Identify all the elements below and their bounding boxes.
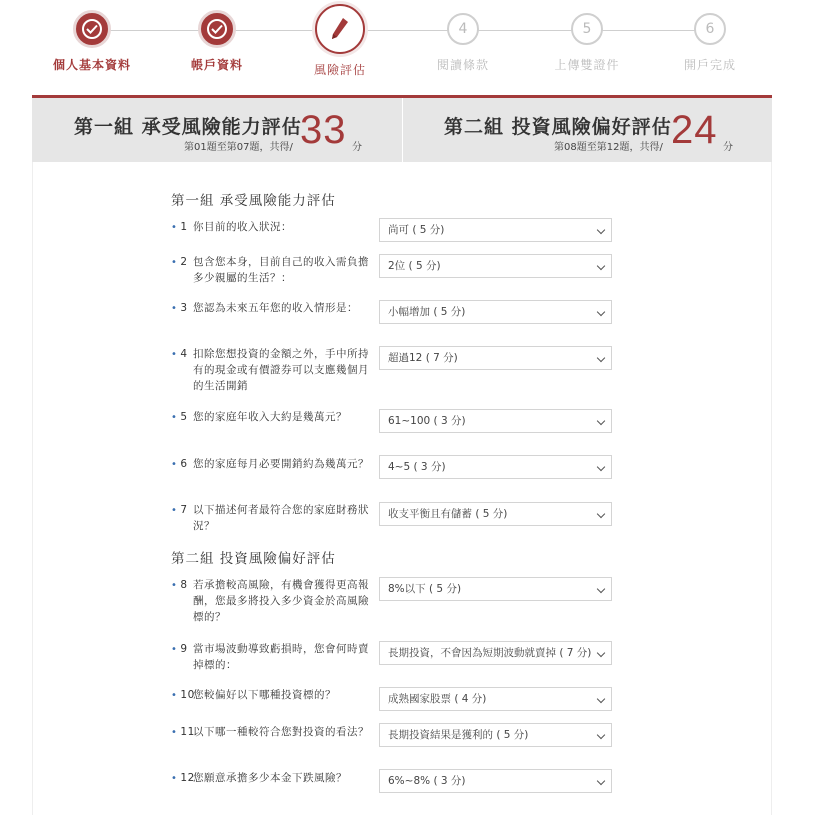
- chevron-down-icon: [597, 463, 605, 471]
- chevron-down-icon: [597, 695, 605, 703]
- step-read-terms: [403, 10, 523, 73]
- group1-score: [32, 98, 402, 162]
- question-4: • 4 扣除您想投資的金額之外，手中所持有的現金或有價證券可以支應幾個月的生活開銷: [171, 348, 369, 392]
- question-10: • 10 您較偏好以下哪種投資標的？: [171, 689, 336, 701]
- answer-select-8[interactable]: 8%以下 ( 5 分): [379, 577, 612, 601]
- question-12: • 12 您願意承擔多少本金下跌風險？: [171, 772, 347, 784]
- group2-score-value: 24: [671, 108, 718, 152]
- group1-score-unit: 分: [352, 142, 362, 153]
- answer-select-11[interactable]: 長期投資結果是獲利的 ( 5 分): [379, 723, 612, 747]
- group2-score: [402, 98, 772, 162]
- question-11: • 11 以下哪一種較符合您對投資的看法？: [171, 726, 369, 738]
- answer-select-4[interactable]: 超過12 ( 7 分): [379, 346, 612, 370]
- group2-title: 第二組 投資風險偏好評估: [444, 116, 672, 138]
- step-risk-assessment: [280, 10, 400, 78]
- question-5: • 5 您的家庭年收入大約是幾萬元？: [171, 411, 347, 423]
- pencil-icon: [315, 4, 365, 54]
- answer-select-3[interactable]: 小幅增加 ( 5 分): [379, 300, 612, 324]
- chevron-down-icon: [597, 308, 605, 316]
- step-label: 帳戶資料: [190, 58, 243, 72]
- step-label: 風險評估: [313, 63, 366, 77]
- group1-heading: 第一組 承受風險能力評估: [171, 193, 336, 209]
- chevron-down-icon: [597, 417, 605, 425]
- question-3: • 3 您認為未來五年您的收入情形是：: [171, 302, 358, 314]
- chevron-down-icon: [597, 226, 605, 234]
- check-icon: [73, 10, 111, 48]
- question-2: • 2 包含您本身，目前自己的收入需負擔多少親屬的生活？：: [171, 256, 369, 284]
- question-7: • 7 以下描述何者最符合您的家庭財務狀況？: [171, 504, 369, 532]
- score-summary-panel: [32, 95, 772, 162]
- answer-select-2[interactable]: 2位 ( 5 分): [379, 254, 612, 278]
- chevron-down-icon: [597, 262, 605, 270]
- step-label: 上傳雙證件: [554, 58, 620, 72]
- answer-select-7[interactable]: 收支平衡且有儲蓄 ( 5 分): [379, 502, 612, 526]
- step-complete: [650, 10, 770, 73]
- check-icon: [198, 10, 236, 48]
- step-number: 4: [447, 13, 479, 45]
- question-6: • 6 您的家庭每月必要開銷約為幾萬元？: [171, 458, 369, 470]
- group1-subtitle: 第01題至第07題，共得/: [184, 142, 293, 153]
- step-label: 閱讀條款: [436, 58, 489, 72]
- progress-stepper: [32, 0, 772, 90]
- step-personal-info: [32, 10, 152, 73]
- chevron-down-icon: [597, 510, 605, 518]
- chevron-down-icon: [597, 731, 605, 739]
- question-1: • 1 你目前的收入狀況：: [171, 221, 292, 233]
- answer-select-9[interactable]: 長期投資，不會因為短期波動就賣掉 ( 7 分): [379, 641, 612, 665]
- answer-select-12[interactable]: 6%~8% ( 3 分): [379, 769, 612, 793]
- step-account-info: [157, 10, 277, 73]
- step-upload-id: [527, 10, 647, 73]
- question-9: • 9 當市場波動導致虧損時，您會何時賣掉標的：: [171, 643, 369, 671]
- group2-heading: 第二組 投資風險偏好評估: [171, 551, 336, 567]
- answer-select-6[interactable]: 4~5 ( 3 分): [379, 455, 612, 479]
- step-number: 5: [571, 13, 603, 45]
- step-label: 個人基本資料: [52, 58, 131, 72]
- answer-select-10[interactable]: 成熟國家股票 ( 4 分): [379, 687, 612, 711]
- group2-subtitle: 第08題至第12題，共得/: [554, 142, 663, 153]
- answer-select-5[interactable]: 61~100 ( 3 分): [379, 409, 612, 433]
- step-number: 6: [694, 13, 726, 45]
- group2-score-unit: 分: [723, 142, 733, 153]
- group1-title: 第一組 承受風險能力評估: [74, 116, 302, 138]
- question-8: • 8 若承擔較高風險，有機會獲得更高報酬，您最多將投入多少資金於高風險標的？: [171, 579, 369, 623]
- chevron-down-icon: [597, 354, 605, 362]
- chevron-down-icon: [597, 777, 605, 785]
- chevron-down-icon: [597, 585, 605, 593]
- step-label: 開戶完成: [683, 58, 736, 72]
- answer-select-1[interactable]: 尚可 ( 5 分): [379, 218, 612, 242]
- group1-score-value: 33: [300, 108, 347, 152]
- risk-questionnaire-form: [32, 162, 772, 815]
- chevron-down-icon: [597, 649, 605, 657]
